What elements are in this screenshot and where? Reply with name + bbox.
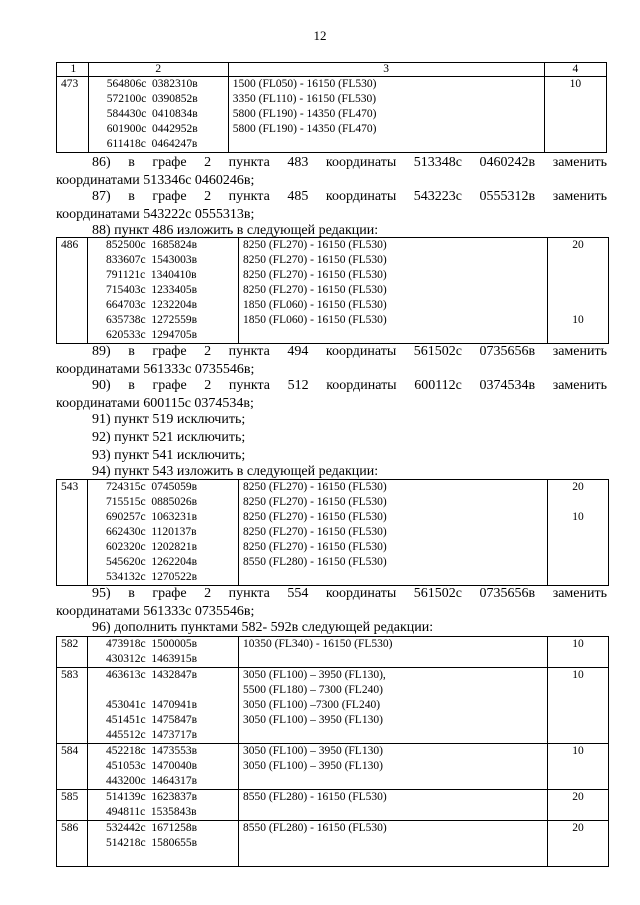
flight-level: 10350 (FL340) - 16150 (FL530) <box>243 638 393 650</box>
value <box>552 298 604 313</box>
value <box>552 495 604 510</box>
point-number: 582 <box>57 637 88 668</box>
table-point-486 <box>56 237 609 344</box>
value-cell <box>548 238 609 344</box>
value <box>552 253 604 268</box>
coordinate: 534132с 1270522в <box>106 571 198 583</box>
page-number: 12 <box>313 28 327 43</box>
levels-cell <box>239 821 548 867</box>
coordinate: 572100с 0390852в <box>106 93 198 105</box>
levels-cell <box>228 77 544 153</box>
coordinates-cell <box>88 821 239 867</box>
table-point-473 <box>56 62 607 153</box>
point-number: 473 <box>57 77 89 153</box>
table-row <box>57 637 609 668</box>
coordinate: 473918с 1500005в <box>106 638 198 650</box>
coordinate: 664703с 1232204в <box>106 299 198 311</box>
levels-cell <box>239 790 548 821</box>
value <box>552 268 604 283</box>
table-points-582-586 <box>56 636 609 867</box>
coordinate: 584430с 0410834в <box>106 108 198 120</box>
flight-level: 3050 (FL100) – 3950 (FL130) <box>243 760 383 772</box>
coordinate: 715515с 0885026в <box>106 496 198 508</box>
coordinates-cell <box>88 77 228 153</box>
coordinate: 445512с 1473717в <box>106 729 198 741</box>
value-cell <box>548 480 609 586</box>
coordinates-cell <box>88 238 239 344</box>
flight-level: 8250 (FL270) - 16150 (FL530) <box>243 239 387 251</box>
flight-level: 8550 (FL280) - 16150 (FL530) <box>243 556 387 568</box>
flight-level: 5800 (FL190) - 14350 (FL470) <box>232 123 377 135</box>
coordinate: 564806с 0382310в <box>106 78 198 90</box>
coordinate: 430312с 1463915в <box>106 653 198 665</box>
coordinate: 451053с 1470040в <box>106 760 198 772</box>
coordinate: 715403с 1233405в <box>106 284 198 296</box>
levels-cell <box>239 637 548 668</box>
coordinate: 545620с 1262204в <box>106 556 198 568</box>
point-number: 586 <box>57 821 88 867</box>
point-number: 583 <box>57 668 88 744</box>
item-86-line-1: 86) в графе 2 пункта 483 координаты 513348с 0460242в заменить <box>92 155 607 170</box>
point-number: 584 <box>57 744 88 790</box>
coordinate: 443200с 1464317в <box>106 775 198 787</box>
coordinates-cell <box>88 744 239 790</box>
flight-level: 3050 (FL100) – 3950 (FL130), <box>243 669 386 681</box>
flight-level: 1850 (FL060) - 16150 (FL530) <box>243 299 387 311</box>
item-90-line-1: 90) в графе 2 пункта 512 координаты 600112с 0374534в заменить <box>92 378 607 393</box>
item-90 <box>56 377 607 413</box>
levels-cell <box>239 744 548 790</box>
table-row <box>57 790 609 821</box>
value-cell <box>548 821 609 867</box>
item-89-line-2: координатами 561333с 0735546в; <box>56 362 255 377</box>
item-87-line-1: 87) в графе 2 пункта 485 координаты 543223с 0555312в заменить <box>92 189 607 204</box>
coordinate: 791121с 1340410в <box>106 269 197 281</box>
item-89-line-1: 89) в графе 2 пункта 494 координаты 561502с 0735656в заменить <box>92 344 607 359</box>
flight-level: 3350 (FL110) - 16150 (FL530) <box>232 93 377 105</box>
value: 20 <box>572 481 584 493</box>
item-88-text: 88) пункт 486 изложить в следующей редакции: <box>92 223 379 238</box>
value: 10 <box>572 669 584 681</box>
item-95-line-2: координатами 561333с 0735546в; <box>56 604 255 619</box>
point-number: 585 <box>57 790 88 821</box>
coordinates-cell <box>88 668 239 744</box>
coordinate: 452218с 1473553в <box>106 745 198 757</box>
table-row <box>57 480 609 586</box>
value: 10 <box>572 638 584 650</box>
value: 20 <box>572 239 584 251</box>
item-89 <box>56 343 607 379</box>
flight-level: 5500 (FL180) – 7300 (FL240) <box>243 684 383 696</box>
flight-level: 8250 (FL270) - 16150 (FL530) <box>243 541 387 553</box>
coordinate: 833607с 1543003в <box>106 254 198 266</box>
coordinate: 601900с 0442952в <box>106 123 198 135</box>
coordinate <box>106 683 234 698</box>
item-87 <box>56 188 607 224</box>
item-95-line-1: 95) в графе 2 пункта 554 координаты 561502с 0735656в заменить <box>92 586 607 601</box>
value-cell <box>548 790 609 821</box>
coordinate: 852500с 1685824в <box>106 239 198 251</box>
item-91-text: 91) пункт 519 исключить; <box>92 412 246 427</box>
item-86-line-2: координатами 513346с 0460246в; <box>56 173 255 188</box>
table-row <box>57 744 609 790</box>
point-number: 486 <box>57 238 88 344</box>
item-86 <box>56 154 607 190</box>
flight-level: 8250 (FL270) - 16150 (FL530) <box>243 526 387 538</box>
table-row <box>57 238 609 344</box>
table-row <box>57 668 609 744</box>
value: 20 <box>572 822 584 834</box>
flight-level: 3050 (FL100) – 3950 (FL130) <box>243 714 383 726</box>
coordinate: 514218с 1580655в <box>106 837 198 849</box>
item-87-line-2: координатами 543222с 0555313в; <box>56 207 255 222</box>
coordinate: 724315с 0745059в <box>106 481 198 493</box>
value-cell <box>548 668 609 744</box>
flight-level: 8250 (FL270) - 16150 (FL530) <box>243 511 387 523</box>
coordinates-cell <box>88 480 239 586</box>
coordinate: 532442с 1671258в <box>106 822 198 834</box>
item-96-text: 96) дополнить пунктами 582- 592в следующей редакции: <box>92 620 434 635</box>
flight-level: 8250 (FL270) - 16150 (FL530) <box>243 254 387 266</box>
value-cell <box>544 77 606 153</box>
flight-level: 1500 (FL050) - 16150 (FL530) <box>232 78 377 90</box>
item-90-line-2: координатами 600115с 0374534в; <box>56 396 254 411</box>
value-cell <box>548 744 609 790</box>
coordinate: 620533с 1294705в <box>106 329 198 341</box>
item-91 <box>56 411 607 429</box>
coordinates-cell <box>88 637 239 668</box>
levels-cell <box>239 238 548 344</box>
coordinate: 611418с 0464247в <box>106 138 198 150</box>
coordinate: 662430с 1120137в <box>106 526 197 538</box>
header-col-1: 1 <box>57 63 89 77</box>
table-point-543 <box>56 479 609 586</box>
item-92 <box>56 429 607 447</box>
table-row <box>57 77 607 153</box>
flight-level: 8250 (FL270) - 16150 (FL530) <box>243 284 387 296</box>
header-col-4: 4 <box>544 63 606 77</box>
flight-level: 1850 (FL060) - 16150 (FL530) <box>243 314 387 326</box>
flight-level: 8550 (FL280) - 16150 (FL530) <box>243 791 387 803</box>
levels-cell <box>239 668 548 744</box>
levels-cell <box>239 480 548 586</box>
item-96 <box>56 619 607 637</box>
item-95 <box>56 585 607 621</box>
table-row <box>57 821 609 867</box>
header-col-2: 2 <box>88 63 228 77</box>
flight-level: 8250 (FL270) - 16150 (FL530) <box>243 496 387 508</box>
header-col-3: 3 <box>228 63 544 77</box>
coordinates-cell <box>88 790 239 821</box>
flight-level: 8250 (FL270) - 16150 (FL530) <box>243 269 387 281</box>
coordinate: 453041с 1470941в <box>106 699 198 711</box>
coordinate: 690257с 1063231в <box>106 511 198 523</box>
flight-level: 3050 (FL100) – 3950 (FL130) <box>243 745 383 757</box>
coordinate: 514139с 1623837в <box>106 791 198 803</box>
flight-level: 8550 (FL280) - 16150 (FL530) <box>243 822 387 834</box>
item-92-text: 92) пункт 521 исключить; <box>92 430 246 445</box>
flight-level: 8250 (FL270) - 16150 (FL530) <box>243 481 387 493</box>
value: 10 <box>572 511 584 523</box>
coordinate: 494811с 1535843в <box>106 806 197 818</box>
value: 10 <box>572 314 584 326</box>
value: 10 <box>572 745 584 757</box>
value-cell <box>548 637 609 668</box>
flight-level: 5800 (FL190) - 14350 (FL470) <box>232 108 377 120</box>
coordinate: 451451с 1475847в <box>106 714 198 726</box>
item-93-text: 93) пункт 541 исключить; <box>92 448 246 463</box>
item-94-text: 94) пункт 543 изложить в следующей редакции: <box>92 464 379 479</box>
value: 10 <box>569 78 582 90</box>
value <box>552 283 604 298</box>
flight-level: 3050 (FL100) –7300 (FL240) <box>243 699 381 711</box>
value: 20 <box>572 791 584 803</box>
coordinate: 602320с 1202821в <box>106 541 198 553</box>
table-header-row <box>57 63 607 77</box>
coordinate: 635738с 1272559в <box>106 314 198 326</box>
point-number: 543 <box>57 480 88 586</box>
coordinate: 463613с 1432847в <box>106 669 198 681</box>
